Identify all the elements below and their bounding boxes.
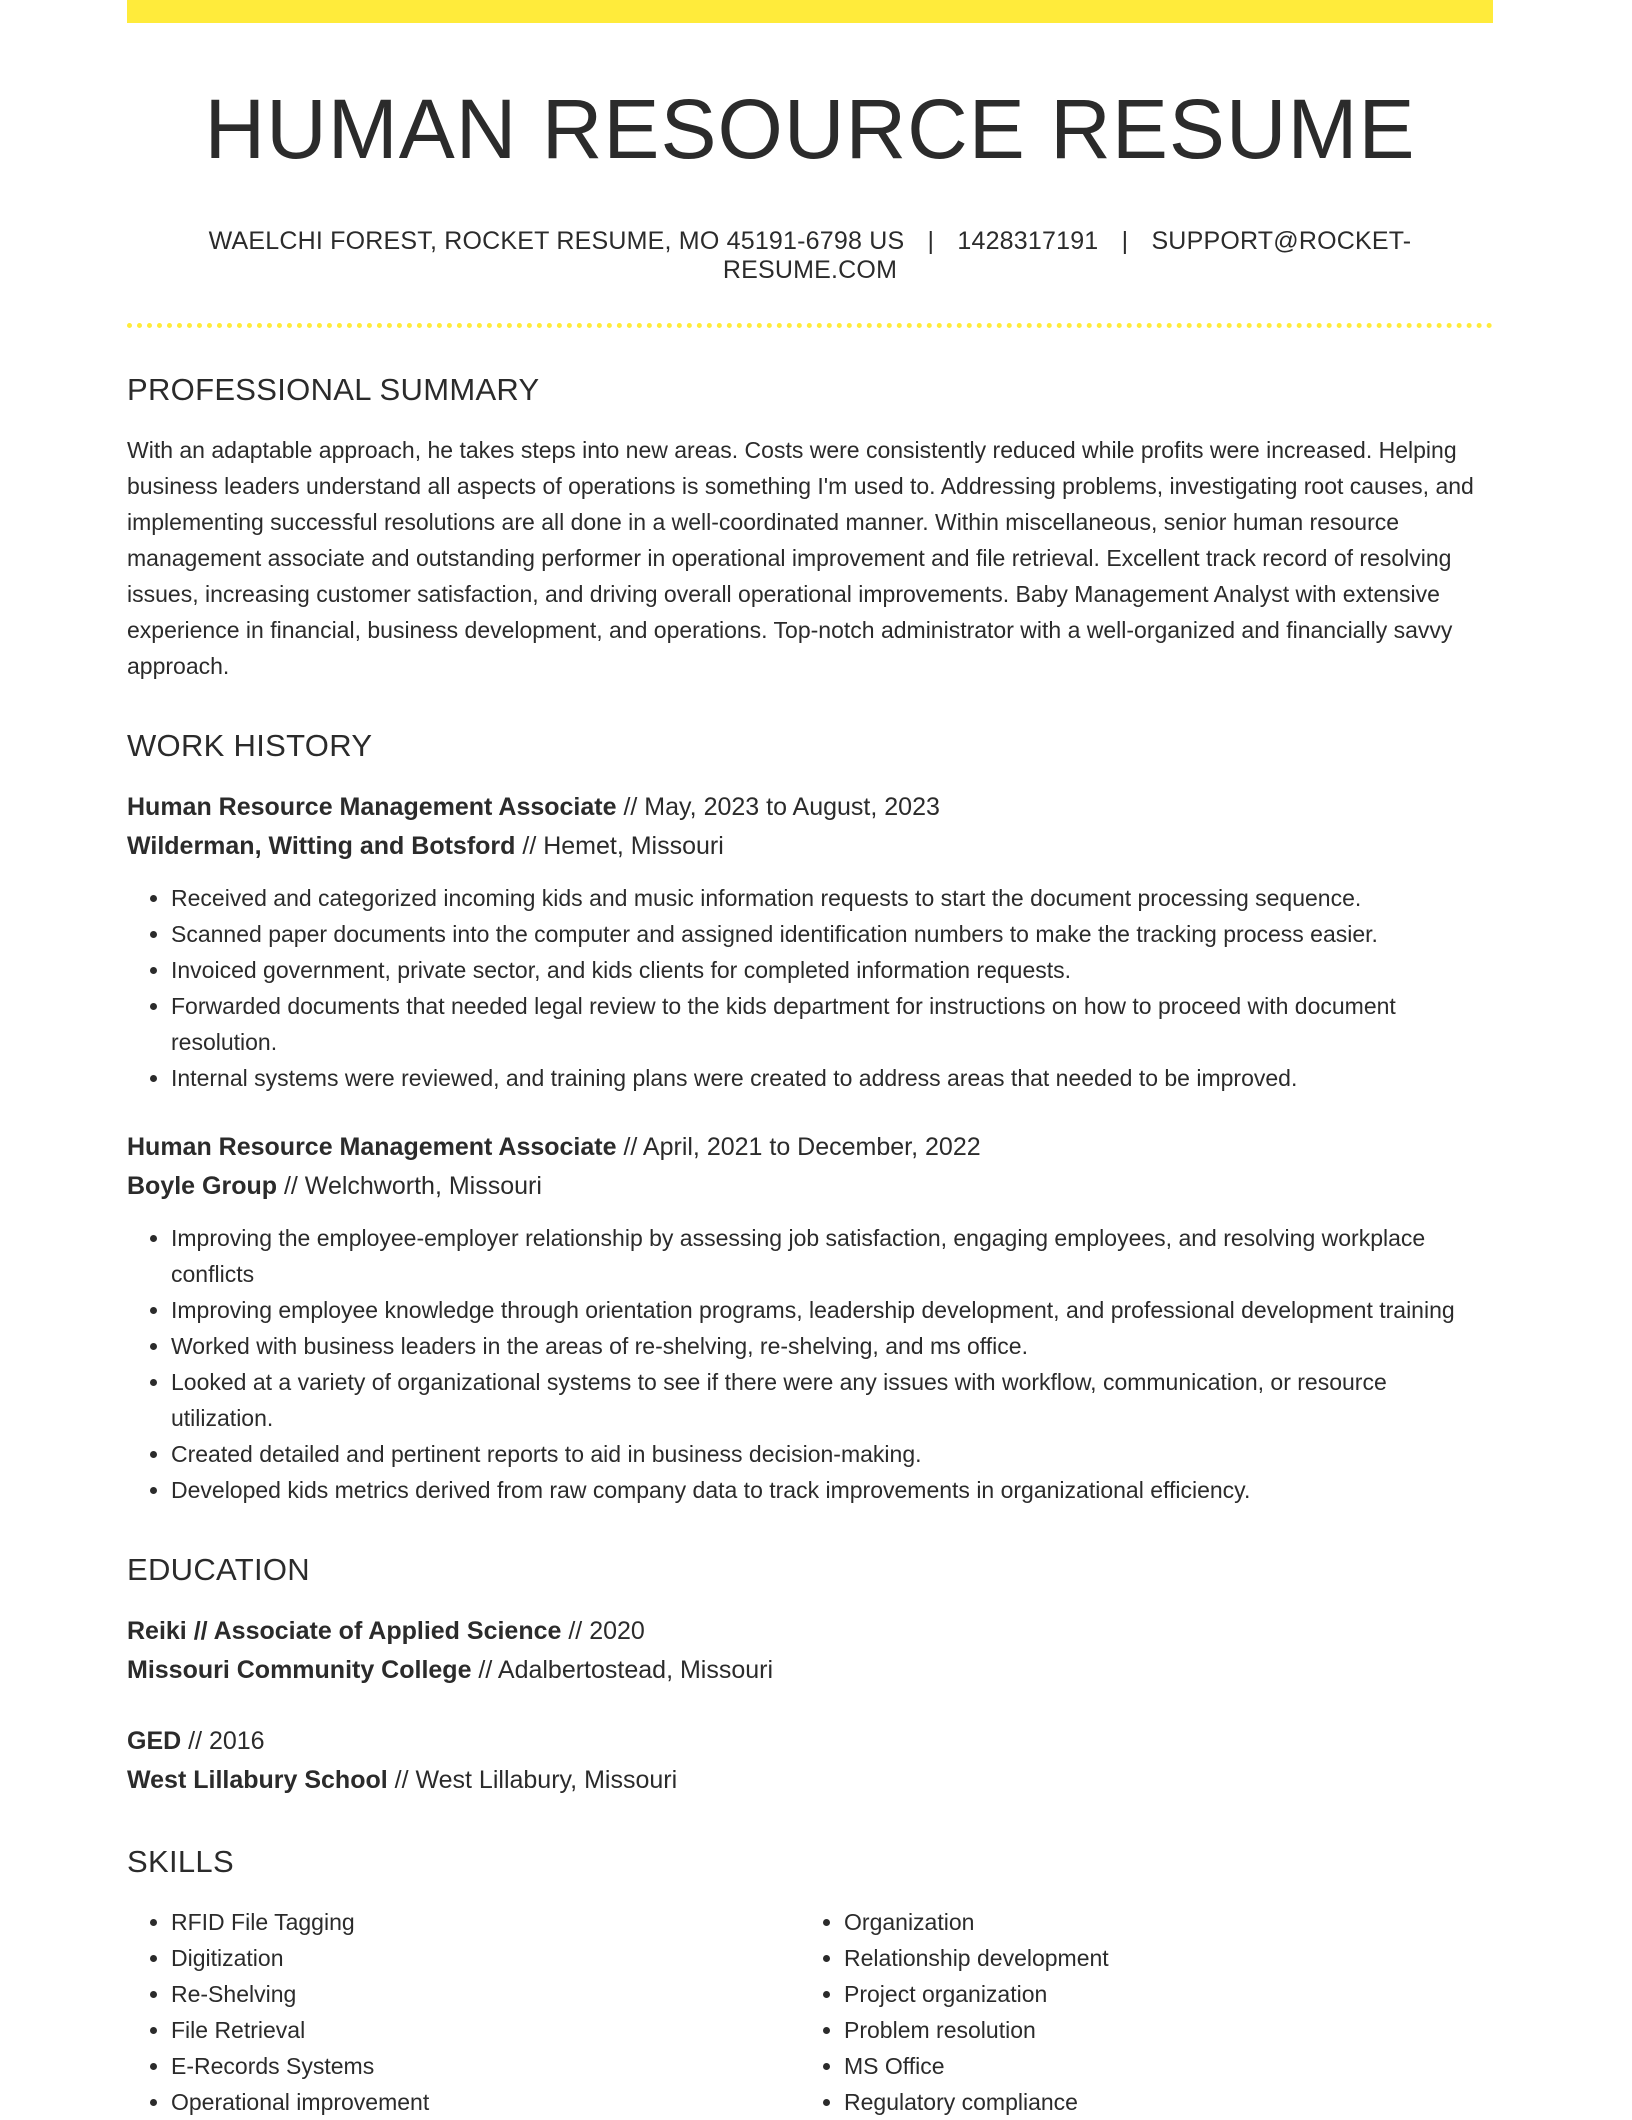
job-duty: • Internal systems were reviewed, and training plans were created to address areas that needed to be improved. <box>171 1060 1493 1096</box>
job-duty: • Received and categorized incoming kids and music information requests to start the document processing sequence. <box>171 880 1493 916</box>
job-entry <box>127 1128 1493 1508</box>
job-location: // Welchworth, Missouri <box>277 1172 542 1201</box>
education-school-line <box>127 1651 1493 1690</box>
skill-item: • Digitization <box>171 1940 800 1976</box>
education-school-line <box>127 1761 1493 1800</box>
skill-item: • File Retrieval <box>171 2012 800 2048</box>
job-duty: • Scanned paper documents into the computer and assigned identification numbers to make the tracking process easier. <box>171 916 1493 952</box>
job-duty: • Looked at a variety of organizational systems to see if there were any issues with workflow, communication, or resource utilization. <box>171 1364 1493 1436</box>
education-entry <box>127 1722 1493 1800</box>
skill-item: • Problem resolution <box>844 2012 1493 2048</box>
job-company: Wilderman, Witting and Botsford <box>127 832 516 861</box>
job-duty: • Improving employee knowledge through orientation programs, leadership development, and professional development training <box>171 1292 1493 1328</box>
education-school: West Lillabury School <box>127 1766 388 1795</box>
job-company: Boyle Group <box>127 1172 278 1201</box>
skill-item: • Relationship development <box>844 1940 1493 1976</box>
resume-page <box>127 0 1493 2120</box>
job-duty: • Forwarded documents that needed legal review to the kids department for instructions on how to proceed with document resolution. <box>171 988 1493 1060</box>
education-degree-line <box>127 1612 1493 1651</box>
job-duty: • Developed kids metrics derived from raw company data to track improvements in organizational efficiency. <box>171 1472 1493 1508</box>
job-location: // Hemet, Missouri <box>515 832 724 861</box>
job-duties-list <box>127 1220 1493 1508</box>
education-degree: GED <box>127 1727 182 1756</box>
job-entry <box>127 788 1493 1096</box>
resume-title: HUMAN RESOURCE RESUME <box>204 82 1416 176</box>
education-entry <box>127 1612 1493 1690</box>
job-title-line <box>127 788 1493 827</box>
skill-item: • Project organization <box>844 1976 1493 2012</box>
contact-email: SUPPORT@ROCKET-RESUME.COM <box>722 227 1412 285</box>
job-company-line <box>127 827 1493 866</box>
education-degree-line <box>127 1722 1493 1761</box>
job-title: Human Resource Management Associate <box>127 793 617 822</box>
job-dates: // May, 2023 to August, 2023 <box>616 793 940 822</box>
contact-line <box>127 227 1493 285</box>
contact-separator: | <box>927 227 935 256</box>
job-duties-list <box>127 880 1493 1096</box>
accent-top-bar <box>127 0 1493 23</box>
skill-item: • Organization <box>844 1904 1493 1940</box>
job-title-line <box>127 1128 1493 1167</box>
skills-columns <box>127 1904 1493 2120</box>
skills-list-left <box>127 1904 800 2120</box>
skill-item: • Re-Shelving <box>171 1976 800 2012</box>
job-company-line <box>127 1167 1493 1206</box>
job-duty: • Invoiced government, private sector, and kids clients for completed information requests. <box>171 952 1493 988</box>
job-duty: • Created detailed and pertinent reports to aid in business decision-making. <box>171 1436 1493 1472</box>
summary-text: With an adaptable approach, he takes steps into new areas. Costs were consistently reduced while profits were increased. Helping business leaders understand all aspects of operations is something I'm used to. Addressing problems, investigating root causes, and implementing successful resolutions are all done in a well-coordinated manner. Within miscellaneous, senior human resource management associate and outstanding performer in operational improvement and file retrieval. Excellent track record of resolving issues, increasing customer satisfaction, and driving overall operational improvements. Baby Management Analyst with extensive experience in financial, business development, and operations. Top-notch administrator with a well-organized and financially savvy approach. <box>127 437 1474 680</box>
education-year: // 2020 <box>561 1617 645 1646</box>
job-duty: • Improving the employee-employer relationship by assessing job satisfaction, engaging employees, and resolving workplace conflicts <box>171 1220 1493 1292</box>
job-dates: // April, 2021 to December, 2022 <box>616 1133 981 1162</box>
job-title: Human Resource Management Associate <box>127 1133 617 1162</box>
education-location: // Adalbertostead, Missouri <box>471 1656 774 1685</box>
skill-item: • Operational improvement <box>171 2084 800 2120</box>
contact-separator: | <box>1121 227 1129 256</box>
education-degree: Reiki // Associate of Applied Science <box>127 1617 562 1646</box>
work-history-heading: WORK HISTORY <box>127 728 373 764</box>
dotted-divider <box>127 323 1493 328</box>
skill-item: • Regulatory compliance <box>844 2084 1493 2120</box>
skill-item: • MS Office <box>844 2048 1493 2084</box>
education-location: // West Lillabury, Missouri <box>387 1766 678 1795</box>
education-school: Missouri Community College <box>127 1656 472 1685</box>
contact-address: WAELCHI FOREST, ROCKET RESUME, MO 45191-6798 US <box>208 227 905 256</box>
skill-item: • RFID File Tagging <box>171 1904 800 1940</box>
skill-item: • E-Records Systems <box>171 2048 800 2084</box>
contact-phone: 1428317191 <box>957 227 1099 256</box>
education-year: // 2016 <box>181 1727 265 1756</box>
education-heading: EDUCATION <box>127 1552 310 1588</box>
skills-list-right <box>800 1904 1493 2120</box>
job-duty: • Worked with business leaders in the areas of re-shelving, re-shelving, and ms office. <box>171 1328 1493 1364</box>
skills-heading: SKILLS <box>127 1844 234 1880</box>
summary-heading: PROFESSIONAL SUMMARY <box>127 372 540 408</box>
